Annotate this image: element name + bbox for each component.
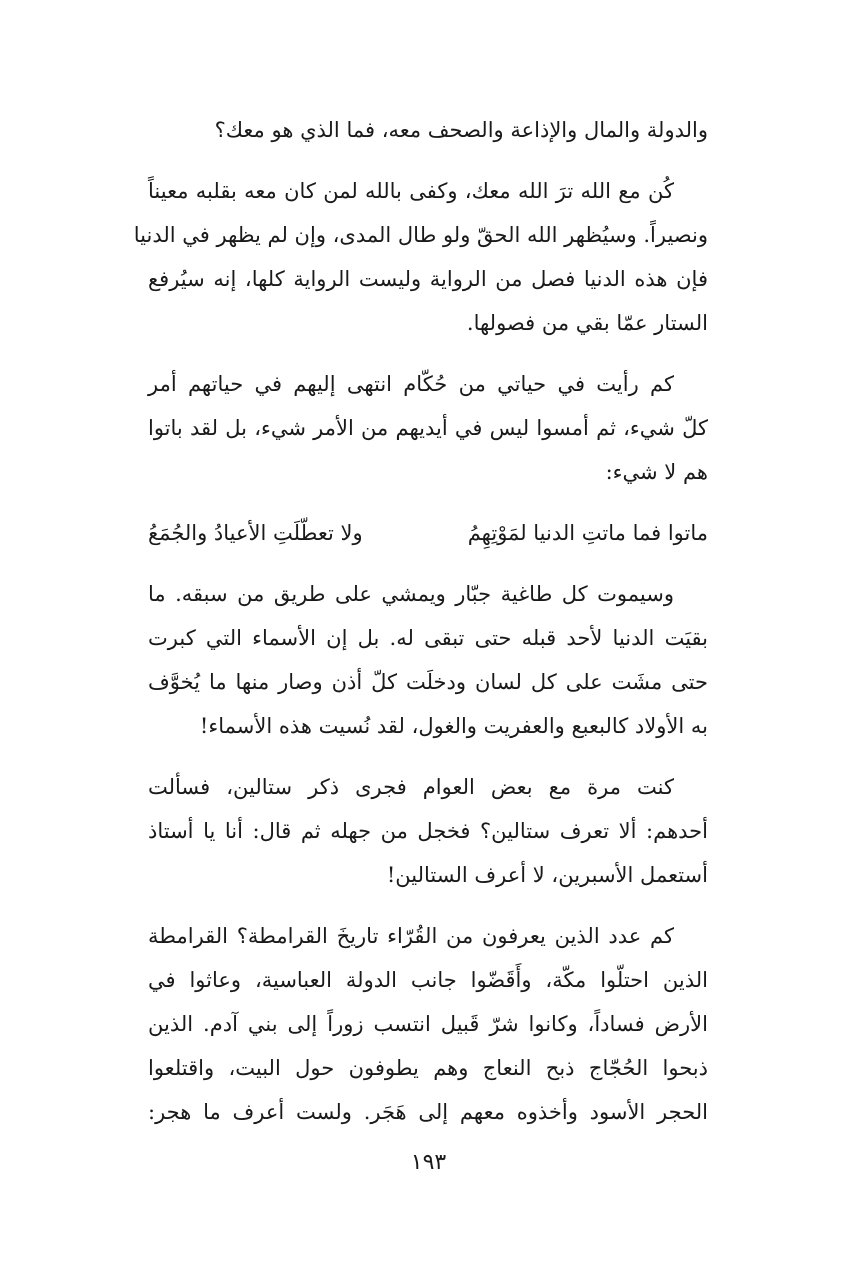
paragraph-line: ونصيراً. وسيُظهر الله الحقّ ولو طال المدى، وإن لم يظهر في الدنيا [133, 223, 708, 247]
paragraph-line: وسيموت كل طاغية جبّار ويمشي على طريق من سبقه. ما [148, 582, 674, 606]
verse-first-half: ماتوا فما ماتتِ الدنيا لمَوْتِهِمُ [467, 521, 708, 545]
paragraph-line: أستعمل الأسبرين، لا أعرف الستالين! [386, 863, 708, 887]
paragraph-line: هم لا شيء: [605, 460, 708, 484]
paragraph-line: كُن مع الله ترَ الله معك، وكفى بالله لمن كان معه بقلبه معيناً [148, 179, 674, 203]
paragraph [148, 572, 708, 748]
paragraph [148, 914, 708, 1134]
paragraph-line: كم عدد الذين يعرفون من القُرّاء تاريخَ القرامطة؟ القرامطة [148, 924, 674, 948]
paragraph-line: حتى مشَت على كل لسان ودخلَت كلّ أذن وصار منها ما يُخوَّف [148, 670, 708, 694]
poetry-verse [148, 511, 708, 555]
paragraph [133, 169, 708, 345]
paragraph-line: الأرض فساداً، وكانوا شرّ قَبيل انتسب زوراً إلى بني آدم. الذين [148, 1012, 708, 1036]
paragraph-line: كم رأيت في حياتي من حُكّام انتهى إليهم في حياتهم أمر [148, 372, 674, 396]
paragraph [148, 108, 708, 152]
paragraph-line: بقيَت الدنيا لأحد قبله حتى تبقى له. بل إن الأسماء التي كبرت [148, 626, 708, 650]
paragraph-line: الستار عمّا بقي من فصولها. [466, 311, 708, 335]
paragraph-line: به الأولاد كالبعبع والعفريت والغول، لقد نُسيت هذه الأسماء! [199, 714, 708, 738]
page-number: ١٩٣ [410, 1150, 447, 1175]
paragraph-line: فإن هذه الدنيا فصل من الرواية وليست الرواية كلها، إنه سيُرفع [148, 267, 708, 291]
verse-second-half: ولا تعطّلَتِ الأعيادُ والجُمَعُ [148, 521, 363, 545]
paragraph-line: الحجر الأسود وأخذوه معهم إلى هَجَر. ولست أعرف ما هجر: [148, 1100, 708, 1124]
paragraph [148, 765, 708, 897]
paragraph-line: أحدهم: ألا تعرف ستالين؟ فخجل من جهله ثم قال: أنا يا أستاذ [148, 819, 708, 843]
paragraph-line: كلّ شيء، ثم أمسوا ليس في أيديهم من الأمر شيء، بل لقد باتوا [148, 416, 708, 440]
page-body [133, 108, 708, 1151]
paragraph [148, 362, 708, 494]
paragraph-line: والدولة والمال والإذاعة والصحف معه، فما الذي هو معك؟ [214, 118, 708, 142]
paragraph-line: الذين احتلّوا مكّة، وأَقَضّوا جانب الدولة العباسية، وعاثوا في [148, 968, 708, 992]
paragraph-line: كنت مرة مع بعض العوام فجرى ذكر ستالين، فسألت [148, 775, 674, 799]
paragraph-line: ذبحوا الحُجّاج ذبح النعاج وهم يطوفون حول البيت، واقتلعوا [148, 1056, 708, 1080]
